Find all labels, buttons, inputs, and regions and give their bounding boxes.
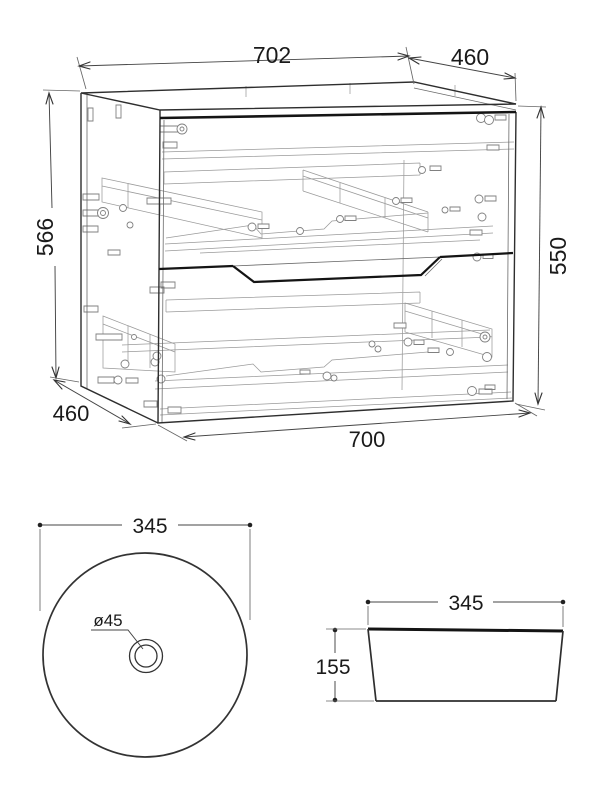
dimension-bottom-depth [50, 377, 156, 428]
basin-top-view [38, 515, 253, 757]
dim-top-depth-label: 460 [450, 44, 490, 70]
dim-bottom-width-label: 700 [348, 427, 386, 452]
basin-side-top-edge [368, 629, 563, 631]
arrowhead [54, 380, 65, 389]
basin-diameter-label: 345 [132, 515, 168, 538]
cam-lock-fittings [98, 114, 494, 396]
cabinet-isometric-view [32, 42, 571, 452]
drain-hole [130, 640, 163, 673]
dimension-top-width [77, 42, 414, 89]
basin-side-profile [368, 629, 563, 701]
dimension-basin-diameter [38, 515, 253, 620]
dim-top-width-label: 702 [252, 42, 292, 68]
arrowhead [409, 57, 421, 64]
basin-height-label: 155 [315, 656, 351, 679]
cabinet-left-panel [81, 93, 160, 423]
countertop-front-edge [160, 112, 516, 118]
dim-bottom-depth-label: 460 [52, 401, 90, 426]
dimension-basin-width [366, 592, 566, 627]
dimension-right-height [516, 106, 571, 410]
arrowhead [119, 416, 130, 424]
dim-left-height-label: 566 [32, 217, 58, 257]
handle-recess [233, 257, 440, 282]
cabinet-outline [81, 82, 516, 423]
basin-rim-circle [43, 553, 247, 757]
basin-side-view [315, 592, 565, 702]
dimension-bottom-width [158, 403, 537, 452]
dimension-basin-height [315, 628, 374, 703]
drain-diameter-label: ø45 [93, 611, 123, 630]
dimension-left-height [32, 90, 80, 378]
dim-right-height-label: 550 [545, 236, 571, 276]
basin-width-label: 345 [448, 592, 484, 615]
drawer-divider [159, 253, 513, 282]
